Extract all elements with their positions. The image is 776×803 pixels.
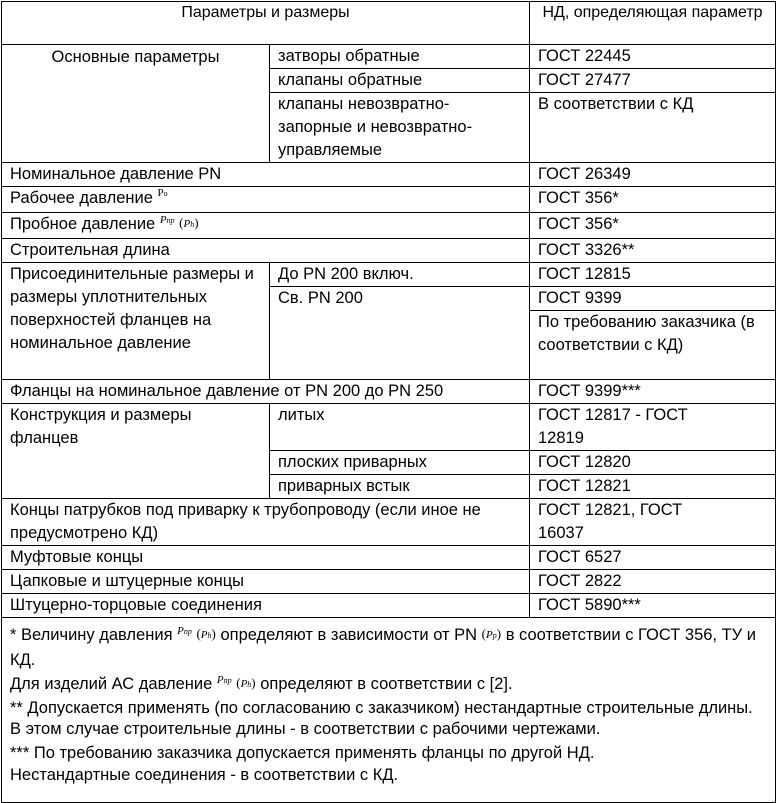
note-2: Для изделий АС давление $^{Pпр}$ (Ph) определяют в соответствии с [2]. [10, 674, 513, 693]
work-pressure-nd: ГОСТ 356* [530, 187, 776, 213]
work-pressure-label: Рабочее давление $^{Po}$ [2, 187, 530, 213]
test-pressure-label: Пробное давление $^{Pпр}$ (Ph) [2, 213, 530, 239]
table-row [2, 570, 776, 594]
length-label: Строительная длина [2, 239, 530, 263]
flanges-pn-label: Фланцы на номинальное давление от PN 200 до PN 250 [2, 380, 530, 404]
union-label: Цапковые и штуцерные концы [2, 570, 530, 594]
connect-item-1: Св. PN 200 [270, 287, 530, 380]
connect-item-0: До PN 200 включ. [270, 263, 530, 287]
basic-item-0: затворы обратные [270, 45, 530, 69]
construct-item-1: плоских приварных [270, 451, 530, 475]
table-header-row [2, 2, 776, 45]
note-3: ** Допускается применять (по согласованию с заказчиком) нестандартные строительные длины. В этом случае строительные длины - в соответствии с рабочими чертежами. [10, 699, 753, 738]
table-row [2, 213, 776, 239]
construct-label: Конструкция и размеры фланцев [2, 404, 270, 499]
table-row [2, 239, 776, 263]
note-1: * Величину давления $^{Pпр}$ (Ph) определяют в зависимости от PN (Pp) в соответствии с ГОСТ 356, ТУ и КД. [10, 625, 756, 669]
note-2-pressure-symbol: Pпр [216, 674, 232, 686]
notes-row [2, 618, 776, 803]
construct-item-0: литых [270, 404, 530, 451]
note-1-pn-symbol: Pp [486, 629, 497, 641]
nipple-label: Штуцерно-торцовые соединения [2, 594, 530, 618]
table-row [2, 594, 776, 618]
table-row [2, 380, 776, 404]
work-pressure-symbol: Po [157, 187, 168, 199]
pn-nd: ГОСТ 26349 [530, 163, 776, 187]
basic-item-0-nd: ГОСТ 22445 [530, 45, 776, 69]
connect-item-2-nd: По требованию заказчика (в соответствии с КД) [530, 311, 776, 380]
basic-item-2: клапаны невозвратно-запорные и невозвратно-управляемые [270, 93, 530, 163]
weld-nd: ГОСТ 12821, ГОСТ 16037 [530, 499, 776, 546]
table-row [2, 187, 776, 213]
footnotes [2, 618, 776, 803]
weld-label: Концы патрубков под приварку к трубопроводу (если иное не предусмотрено КД) [2, 499, 530, 546]
connect-item-0-nd: ГОСТ 12815 [530, 263, 776, 287]
test-pressure-symbol: Pпр [159, 214, 175, 226]
coupling-label: Муфтовые концы [2, 546, 530, 570]
connect-label: Присоединительные размеры и размеры уплотнительных поверхностей фланцев на номинальное давление [2, 263, 270, 380]
header-nd: НД, определяющая параметр [530, 2, 776, 45]
construct-item-1-nd: ГОСТ 12820 [530, 451, 776, 475]
construct-item-2: приварных встык [270, 475, 530, 499]
basic-item-1: клапаны обратные [270, 69, 530, 93]
construct-item-0-nd: ГОСТ 12817 - ГОСТ 12819 [530, 404, 776, 451]
table-row [2, 499, 776, 546]
length-nd: ГОСТ 3326** [530, 239, 776, 263]
construct-item-2-nd: ГОСТ 12821 [530, 475, 776, 499]
table-row [2, 263, 776, 287]
note-2-alt-symbol: Ph [240, 678, 252, 690]
note-5: Нестандартные соединения - в соответствии с КД. [10, 766, 399, 784]
header-params: Параметры и размеры [2, 2, 530, 45]
connect-item-1-nd: ГОСТ 9399 [530, 287, 776, 311]
test-pressure-alt-symbol: Ph [183, 218, 195, 230]
nipple-nd: ГОСТ 5890*** [530, 594, 776, 618]
union-nd: ГОСТ 2822 [530, 570, 776, 594]
basic-params-label: Основные параметры [2, 45, 270, 163]
note-4: *** По требованию заказчика допускается применять фланцы по другой НД. [10, 744, 595, 762]
table-row [2, 404, 776, 451]
pn-label: Номинальное давление PN [2, 163, 530, 187]
basic-item-1-nd: ГОСТ 27477 [530, 69, 776, 93]
table-row [2, 45, 776, 69]
parameters-table [1, 1, 776, 803]
table-row [2, 546, 776, 570]
coupling-nd: ГОСТ 6527 [530, 546, 776, 570]
basic-item-2-nd: В соответствии с КД [530, 93, 776, 163]
note-1-alt-symbol: Ph [200, 629, 212, 641]
flanges-pn-nd: ГОСТ 9399*** [530, 380, 776, 404]
note-1-pressure-symbol: Pпр [177, 625, 192, 637]
table-row [2, 163, 776, 187]
test-pressure-nd: ГОСТ 356* [530, 213, 776, 239]
